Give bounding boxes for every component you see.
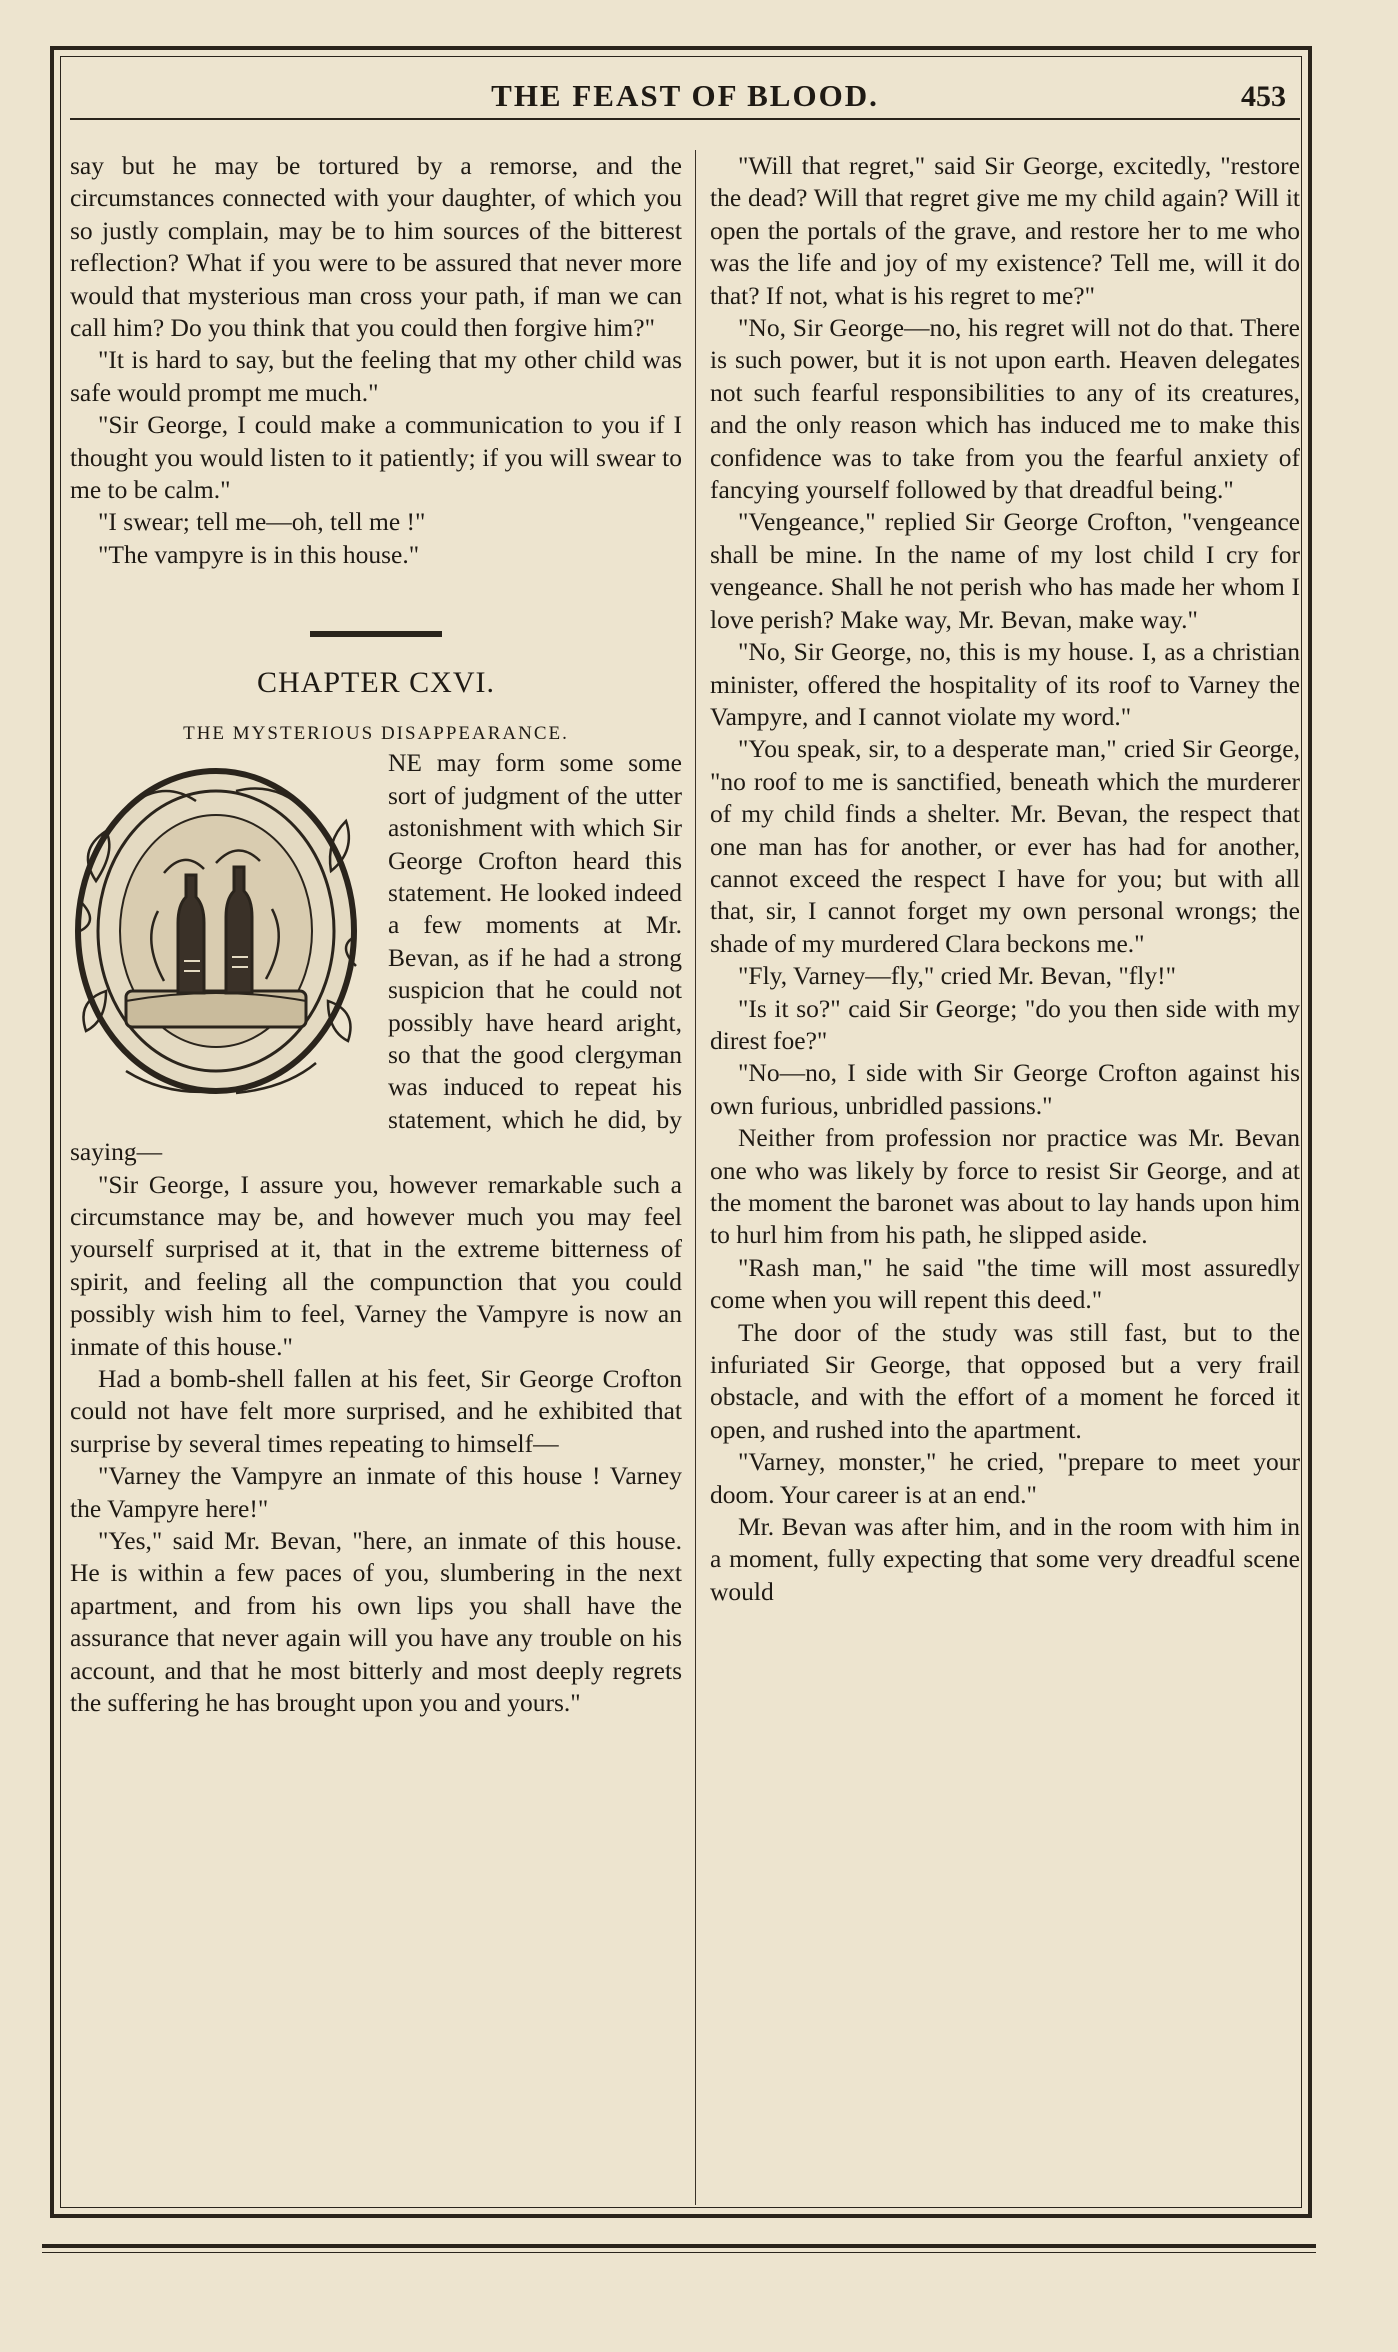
paragraph: "No—no, I side with Sir George Crofton against his own furious, unbridled passions." [710, 1058, 1300, 1120]
paragraph: Had a bomb-shell fallen at his feet, Sir George Crofton could not have felt more surprised, and he exhibited that surprise by several times repeating to himself— [70, 1364, 682, 1458]
paragraph: "Will that regret," said Sir George, excitedly, "restore the dead? Will that regret give me my child again? Will it open the portals of the grave, and restore her to me who was the life and joy of my existence? Tell me, will it do that? If not, what is his regret to me?" [710, 151, 1300, 310]
left-column [70, 150, 682, 2210]
paragraph: "Vengeance," replied Sir George Crofton, "vengeance shall be mine. In the name of my lost child I cry for vengeance. Shall he not perish who has made her whom I love perish? Make way, Mr. Bevan, make way." [710, 507, 1300, 634]
paragraph: "The vampyre is in this house." [98, 539, 420, 569]
chapter-break-rule [70, 613, 682, 619]
paragraph: "Fly, Varney—fly," cried Mr. Bevan, "fly!" [738, 961, 1176, 991]
chapter-subtitle: THE MYSTERIOUS DISAPPEARANCE. [183, 723, 569, 745]
page-number: 453 [1241, 80, 1286, 113]
paragraph: "Rash man," he said "the time will most assuredly come when you will repent this deed." [710, 1252, 1300, 1315]
paragraph: "Sir George, I assure you, however remarkable such a circumstance may be, and however much you may feel yourself surprised at it, that in the extreme bitterness of spirit, and feeling all the compunction that you could possibly wish him to feel, Varney the Vampyre is now an inmate of this house." [70, 1169, 682, 1361]
paragraph: "Is it so?" caid Sir George; "do you then side with my direst foe?" [710, 993, 1300, 1055]
bottom-rule [42, 2244, 1316, 2248]
paragraph: "Varney the Vampyre an inmate of this house ! Varney the Vampyre here!" [70, 1461, 682, 1523]
paragraph: Mr. Bevan was after him, and in the room with him in a moment, fully expecting that some very dreadful scene would [710, 1512, 1300, 1606]
paragraph-with-initial: NE may form some some sort of judgment of the utter astonishment with which Sir George Crofton heard this statement. He looked indeed a few moments at Mr. Bevan, as if he had a strong suspicion that he could not possibly have heard aright, so that the good clergyman was induced to repeat his statement, which he did, by saying— [70, 748, 682, 1167]
paragraph: "No, Sir George, no, this is my house. I, as a christian minister, offered the hospitality of its roof to Varney the Vampyre, and I cannot violate my word." [710, 637, 1300, 731]
paragraph: "Sir George, I could make a communication to you if I thought you would listen to it patiently; if you will swear to me to be calm." [70, 410, 682, 505]
paragraph: "It is hard to say, but the feeling that my other child was safe would prompt me much." [70, 345, 682, 407]
chapter-heading: CHAPTER CXVI. [256, 666, 495, 700]
paragraph: "Yes," said Mr. Bevan, "here, an inmate of this house. He is within a few paces of you, slumbering in the next apartment, and from his own lips you shall have the assurance that never again will you have any trouble on his account, and that he most bitterly and most deeply regrets the suffering he has brought upon you and yours." [70, 1526, 682, 1718]
paragraph: "You speak, sir, to a desperate man," cried Sir George, "no roof to me is sanctified, beneath which the murderer of my child finds a shelter. Mr. Bevan, the respect that one man has for another, or ever has had for another, cannot exceed the respect I have for you; but with all that, sir, I cannot forget my own personal wrongs; the shade of my murdered Clara beckons me." [710, 734, 1300, 958]
right-column [710, 150, 1300, 2210]
paragraph: "I swear; tell me—oh, tell me !" [98, 507, 426, 537]
paragraph: say but he may be tortured by a remorse, and the circumstances connected with your daughter, of which you so justly complain, may be to him sources of the bitterest reflection? What if you were to be assured that never more would that mysterious man cross your path, if man we can call him? Do you think that you could then forgive him?" [70, 151, 682, 343]
running-title: THE FEAST OF BLOOD. [491, 78, 879, 113]
running-head [70, 78, 1300, 120]
paragraph: The door of the study was still fast, but to the infuriated Sir George, that opposed but a very frail obstacle, and with the effort of a moment he forced it open, and rushed into the apartment. [710, 1317, 1300, 1444]
paragraph: "No, Sir George—no, his regret will not do that. There is such power, but it is not upon earth. Heaven delegates not such fearful responsibilities to any of its creatures, and the only reason which has induced me to make this confidence was to take from you the fearful anxiety of fancying yourself followed by that dreadful being." [710, 313, 1300, 505]
decorative-initial-o-with-bottles-icon [66, 761, 378, 1113]
paragraph: "Varney, monster," he cried, "prepare to meet your doom. Your career is at an end." [710, 1447, 1300, 1509]
paragraph: Neither from profession nor practice was Mr. Bevan one who was likely by force to resist Sir George, and at the moment the baronet was about to lay hands upon him to hurl him from his path, he slipped aside. [710, 1123, 1300, 1250]
column-divider [695, 150, 696, 2205]
